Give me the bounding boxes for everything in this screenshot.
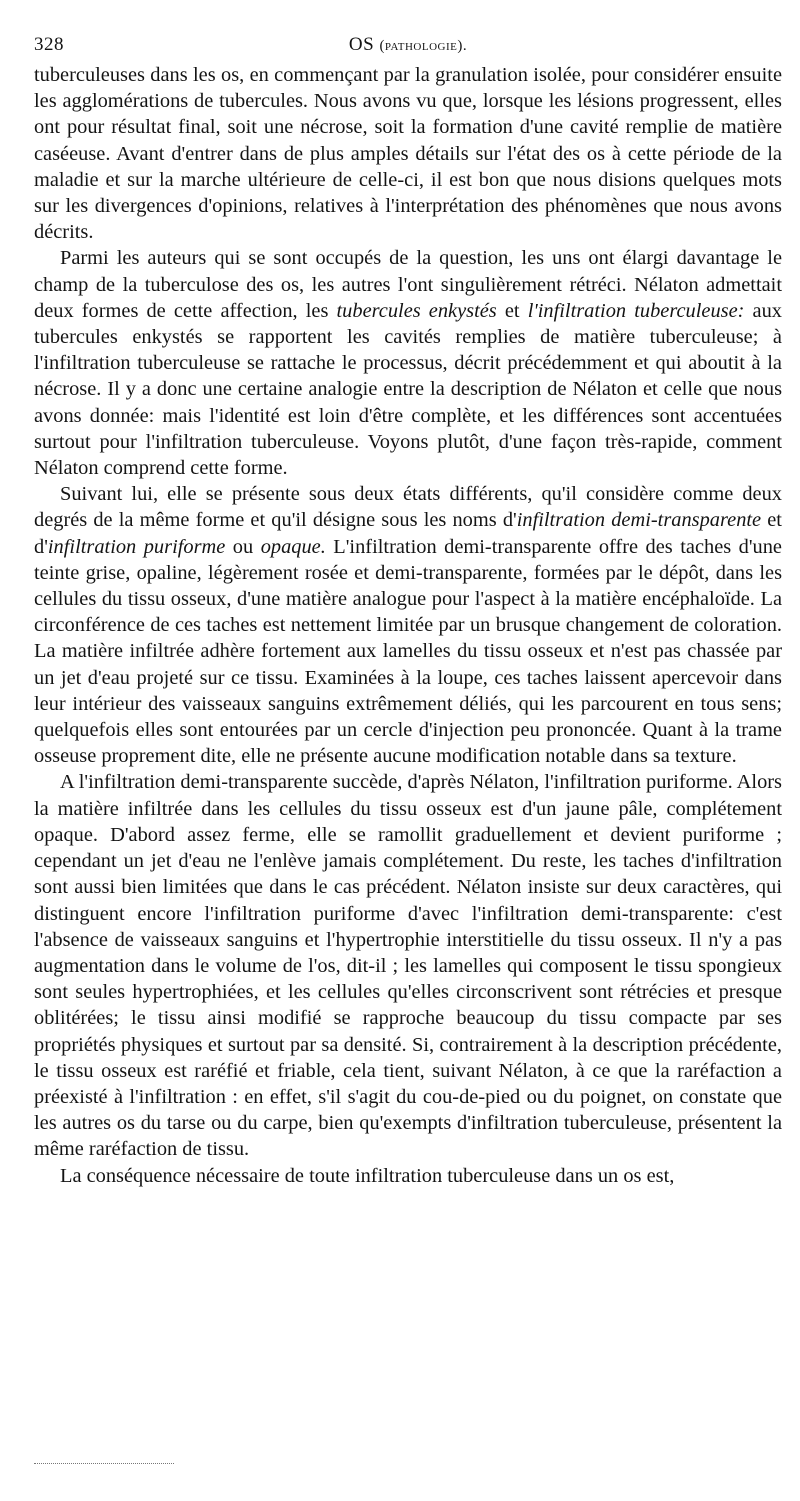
italic-term: infiltration puriforme <box>47 535 226 558</box>
book-page <box>34 28 782 1189</box>
paragraph <box>34 769 782 1162</box>
paragraph <box>34 62 782 245</box>
running-title-sub: (pathologie). <box>379 38 468 54</box>
running-head <box>34 28 782 62</box>
text-run: et d' <box>34 509 782 558</box>
running-title-main: OS <box>348 34 375 55</box>
text-run: ou <box>225 535 261 558</box>
italic-term: tubercules enkystés <box>336 299 497 322</box>
text-run: aux tubercules enkystés se rapportent les cavités remplies de matière tuberculeuse; à l'infiltration tuberculeuse se rattache le processus, décrit précédemment et qui aboutit à la nécrose. Il y a donc une certaine analogie entre la description de Nélaton et celle que nous avons donnée: mais l'identité est loin d'être complète, et les différences sont accentuées surtout pour l'infiltration tuberculeuse. Voyons plutôt, d'une façon très-rapide, comment Nélaton comprend cette forme. <box>34 299 782 480</box>
text-run: Suivant lui, elle se présente sous deux états différents, qu'il considère comme deux degrés de la même forme et qu'il désigne sous les noms d' <box>34 483 782 532</box>
paragraph <box>34 1163 782 1189</box>
italic-term: l'infiltration tuberculeuse: <box>527 299 745 322</box>
text-run: Parmi les auteurs qui se sont occupés de la question, les uns ont élargi davantage le champ de la tuberculose des os, les autres l'ont singulièrement rétréci. Nélaton admettait deux formes de cette affection, les <box>34 247 782 322</box>
text-run: A l'infiltration demi-transparente succède, d'après Nélaton, l'infiltration puriforme. Alors la matière infiltrée dans les cellules du tissu osseux est d'un jaune pâle, complétement opaque. D'abord assez ferme, elle se ramollit graduellement et devient puriforme ; cependant un jet d'eau ne l'enlève jamais complétement. Du reste, les taches d'infiltration sont aussi bien limitées que dans le cas précédent. Nélaton insiste sur deux caractères, qui distinguent encore l'infiltration puriforme d'avec l'infiltration demi-transparente: c'est l'absence de vaisseaux sanguins et l'hypertrophie interstitielle du tissu osseux. Il n'y a pas augmentation dans le volume de l'os, dit-il ; les lamelles qui composent le tissu spongieux sont seules hypertrophiées, et les cellules qu'elles circonscrivent sont rétrécies et presque oblitérées; le tissu ainsi modifié se rapproche beaucoup du tissu compacte par ses propriétés physiques et surtout par sa densité. Si, contrairement à la description précédente, le tissu osseux est raréfié et friable, cela tient, suivant Nélaton, à ce que la raréfaction a préexisté à l'infiltration : en effet, s'il s'agit du cou-de-pied ou du poignet, on constate que les autres os du tarse ou du carpe, bien qu'exempts d'infiltration tuberculeuse, présentent la même raréfaction de tissu. <box>34 771 782 1161</box>
footer-divider <box>34 1463 174 1464</box>
text-run: La conséquence nécessaire de toute infiltration tuberculeuse dans un os est, <box>60 1164 675 1187</box>
running-title <box>34 34 782 56</box>
paragraph <box>34 245 782 481</box>
body-text <box>34 62 782 1189</box>
text-run: L'infiltration demi-transparente offre des taches d'une teinte grise, opaline, légèrement rosée et demi-transparente, formées par le dépôt, dans les cellules du tissu osseux, d'une matière analogue pour l'aspect à la matière encéphaloïde. La circonférence de ces taches est nettement limitée par un brusque changement de coloration. La matière infiltrée adhère fortement aux lamelles du tissu osseux et n'est pas chassée par un jet d'eau projeté sur ce tissu. Examinées à la loupe, ces taches laissent apercevoir dans leur intérieur des vaisseaux sanguins extrêmement déliés, qui les parcourent en tous sens; quelquefois elles sont entourées par un cercle d'injection peu prononcée. Quant à la trame osseuse proprement dite, elle ne présente aucune modification notable dans sa texture. <box>34 535 782 768</box>
text-run: et <box>496 299 528 322</box>
text-run: tuberculeuses dans les os, en commençant par la granulation isolée, pour considérer ensuite les agglomérations de tubercules. Nous avons vu que, lorsque les lésions progressent, elles ont pour résultat final, soit une nécrose, soit la formation d'une cavité remplie de matière caséeuse. Avant d'entrer dans de plus amples détails sur l'état des os à cette période de la maladie et sur la marche ultérieure de celle-ci, il est bon que nous disions quelques mots sur les divergences d'opinions, relatives à l'interprétation des phénomènes que nous avons décrits. <box>34 64 782 244</box>
italic-term: infiltration demi-transparente <box>516 509 762 532</box>
italic-term: opaque. <box>260 535 326 558</box>
paragraph <box>34 481 782 769</box>
page-number: 328 <box>34 34 64 55</box>
